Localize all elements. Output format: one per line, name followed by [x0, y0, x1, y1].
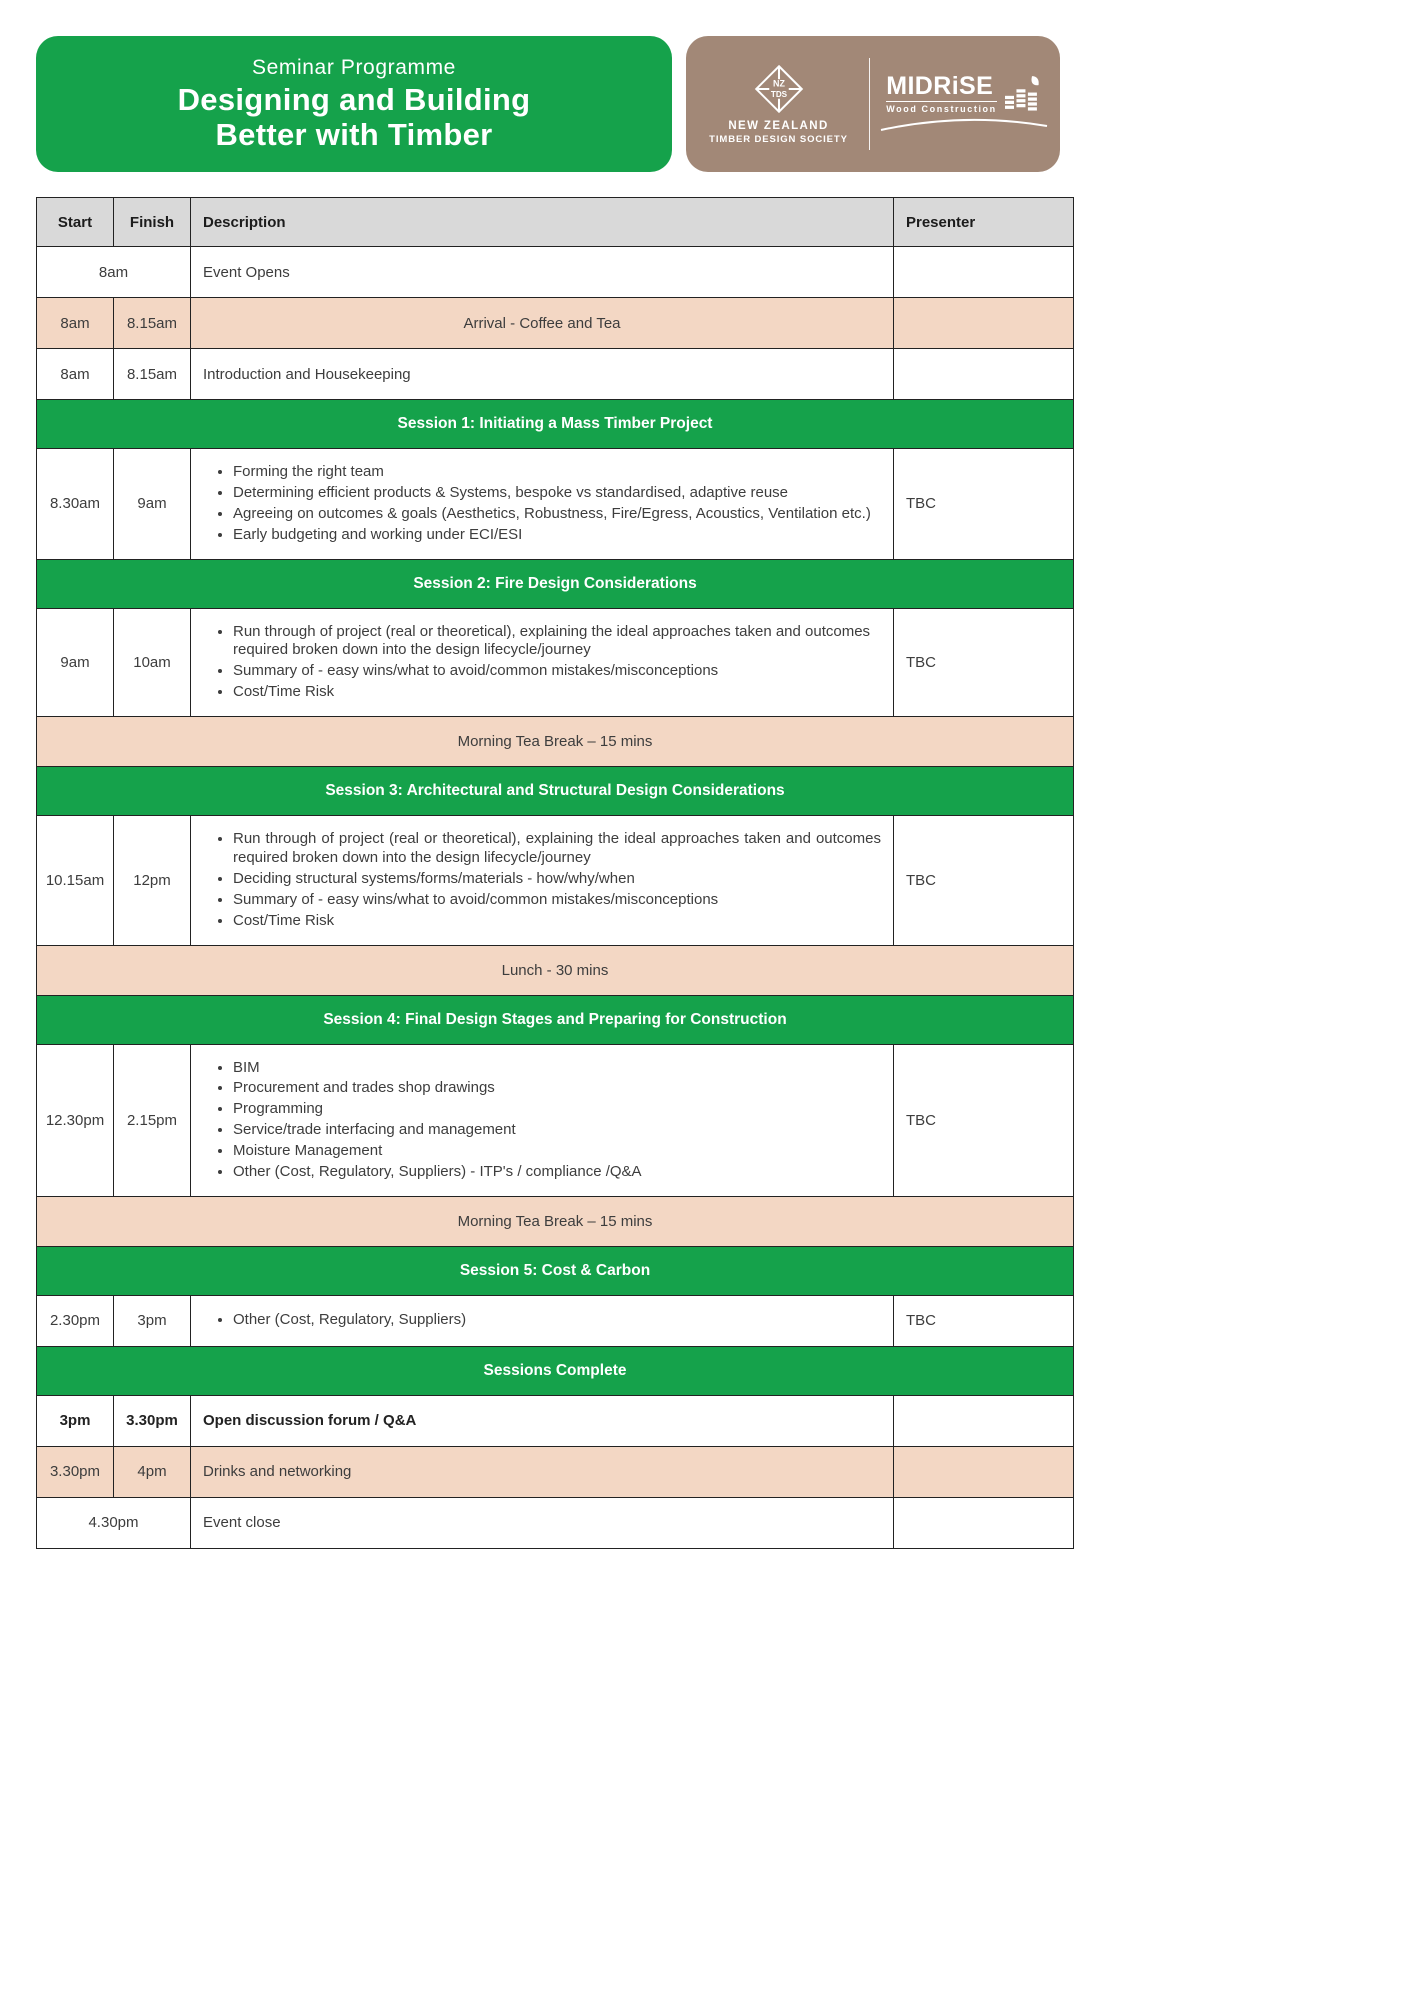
midrise-logo — [870, 74, 1058, 134]
title-card — [36, 36, 672, 172]
bullet-item: • Run through of project (real or theoretical), explaining the ideal approaches taken and outcomes required broken down into the design lifecycle/journey — [233, 829, 881, 869]
start-cell: 9am — [37, 608, 114, 717]
table-header-row — [37, 198, 1074, 247]
finish-cell: 4pm — [114, 1446, 191, 1497]
session-title: Sessions Complete — [37, 1346, 1074, 1395]
session-banner-row — [37, 995, 1074, 1044]
nztds-diamond-icon — [753, 63, 805, 115]
swoosh-line — [879, 118, 1049, 134]
bullet-item: • Summary of - easy wins/what to avoid/common mistakes/misconceptions — [233, 661, 881, 682]
nztds-monogram-top: NZ — [772, 78, 785, 89]
finish-cell: 10am — [114, 608, 191, 717]
building-icon — [1005, 74, 1041, 116]
bullet-list — [203, 622, 881, 704]
table-row — [37, 1497, 1074, 1548]
seminar-title-line2: Better with Timber — [215, 116, 493, 152]
bullet-item: • Cost/Time Risk — [233, 682, 881, 703]
bullet-item: • Run through of project (real or theoretical), explaining the ideal approaches taken and outcomes required broken down into the design lifecycle/journey — [233, 622, 881, 662]
session-title: Session 4: Final Design Stages and Preparing for Construction — [37, 995, 1074, 1044]
break-row — [37, 717, 1074, 767]
break-row — [37, 1196, 1074, 1246]
start-cell: 2.30pm — [37, 1295, 114, 1346]
header-area — [36, 36, 1378, 172]
col-header-presenter: Presenter — [894, 198, 1074, 247]
midrise-text — [886, 74, 997, 114]
table-row — [37, 1446, 1074, 1497]
session-title: Session 2: Fire Design Considerations — [37, 559, 1074, 608]
nztds-line1: NEW ZEALAND — [728, 120, 829, 132]
bullet-item: • Early budgeting and working under ECI/ESI — [233, 525, 881, 546]
session-banner-row — [37, 1346, 1074, 1395]
bullet-item: • Cost/Time Risk — [233, 911, 881, 932]
break-label: Lunch - 30 mins — [37, 945, 1074, 995]
table-row — [37, 247, 1074, 298]
description-cell: Open discussion forum / Q&A — [191, 1395, 894, 1446]
presenter-cell — [894, 1446, 1074, 1497]
start-cell: 8.30am — [37, 449, 114, 560]
session-banner-row — [37, 767, 1074, 816]
midrise-wordmark: MIDRiSE — [886, 72, 994, 100]
table-row — [37, 1044, 1074, 1196]
presenter-cell — [894, 247, 1074, 298]
midrise-tagline: Wood Construction — [886, 101, 997, 114]
nztds-monogram-bottom: TDS — [770, 90, 787, 100]
bullet-item: • Other (Cost, Regulatory, Suppliers) — [233, 1310, 881, 1331]
presenter-cell: TBC — [894, 608, 1074, 717]
midrise-row — [886, 74, 1041, 116]
presenter-cell — [894, 1497, 1074, 1548]
bullet-item: • Programming — [233, 1099, 881, 1120]
break-row — [37, 945, 1074, 995]
presenter-cell — [894, 349, 1074, 400]
description-cell: Event Opens — [191, 247, 894, 298]
description-cell: Introduction and Housekeeping — [191, 349, 894, 400]
description-cell — [191, 449, 894, 560]
description-cell: Event close — [191, 1497, 894, 1548]
start-cell: 8am — [37, 298, 114, 349]
time-cell: 8am — [37, 247, 191, 298]
bullet-list — [203, 1058, 881, 1183]
bullet-item: • Other (Cost, Regulatory, Suppliers) - ITP's / compliance /Q&A — [233, 1162, 881, 1183]
presenter-cell: TBC — [894, 816, 1074, 945]
table-row — [37, 349, 1074, 400]
description-cell: Drinks and networking — [191, 1446, 894, 1497]
bullet-item: • Determining efficient products & Systems, bespoke vs standardised, adaptive reuse — [233, 483, 881, 504]
start-cell: 3.30pm — [37, 1446, 114, 1497]
logo-card — [686, 36, 1060, 172]
bullet-list — [203, 462, 881, 546]
bullet-item: • Deciding structural systems/forms/materials - how/why/when — [233, 869, 881, 890]
bullet-item: • Agreeing on outcomes & goals (Aesthetics, Robustness, Fire/Egress, Acoustics, Ventilation etc.) — [233, 504, 881, 525]
time-cell: 4.30pm — [37, 1497, 191, 1548]
nztds-line2: TIMBER DESIGN SOCIETY — [709, 134, 848, 145]
finish-cell: 12pm — [114, 816, 191, 945]
session-title: Session 3: Architectural and Structural Design Considerations — [37, 767, 1074, 816]
table-row — [37, 1295, 1074, 1346]
presenter-cell — [894, 1395, 1074, 1446]
start-cell: 12.30pm — [37, 1044, 114, 1196]
finish-cell: 9am — [114, 449, 191, 560]
bullet-list — [203, 1310, 881, 1331]
nztds-logo — [689, 63, 869, 145]
seminar-title-line1: Designing and Building — [177, 81, 531, 117]
description-cell: Arrival - Coffee and Tea — [191, 298, 894, 349]
finish-cell: 2.15pm — [114, 1044, 191, 1196]
description-cell — [191, 1044, 894, 1196]
seminar-eyebrow: Seminar Programme — [252, 55, 456, 79]
bullet-item: • Procurement and trades shop drawings — [233, 1078, 881, 1099]
presenter-cell: TBC — [894, 449, 1074, 560]
table-row — [37, 449, 1074, 560]
table-row — [37, 816, 1074, 945]
bullet-item: • Moisture Management — [233, 1141, 881, 1162]
break-label: Morning Tea Break – 15 mins — [37, 1196, 1074, 1246]
presenter-cell — [894, 298, 1074, 349]
start-cell: 8am — [37, 349, 114, 400]
presenter-cell: TBC — [894, 1295, 1074, 1346]
leaf-icon — [1031, 76, 1038, 85]
session-title: Session 1: Initiating a Mass Timber Project — [37, 400, 1074, 449]
table-row — [37, 608, 1074, 717]
bullet-item: • Service/trade interfacing and management — [233, 1120, 881, 1141]
bullet-item: • Summary of - easy wins/what to avoid/common mistakes/misconceptions — [233, 890, 881, 911]
session-title: Session 5: Cost & Carbon — [37, 1246, 1074, 1295]
bullet-item: • BIM — [233, 1058, 881, 1079]
programme-table — [36, 197, 1074, 1549]
col-header-finish: Finish — [114, 198, 191, 247]
col-header-description: Description — [191, 198, 894, 247]
description-cell — [191, 608, 894, 717]
table-row — [37, 298, 1074, 349]
start-cell: 10.15am — [37, 816, 114, 945]
bullet-item: • Forming the right team — [233, 462, 881, 483]
bullet-list — [203, 829, 881, 931]
description-cell — [191, 1295, 894, 1346]
start-cell: 3pm — [37, 1395, 114, 1446]
finish-cell: 8.15am — [114, 349, 191, 400]
description-cell — [191, 816, 894, 945]
session-banner-row — [37, 1246, 1074, 1295]
finish-cell: 3.30pm — [114, 1395, 191, 1446]
session-banner-row — [37, 400, 1074, 449]
break-label: Morning Tea Break – 15 mins — [37, 717, 1074, 767]
table-row — [37, 1395, 1074, 1446]
finish-cell: 8.15am — [114, 298, 191, 349]
col-header-start: Start — [37, 198, 114, 247]
presenter-cell: TBC — [894, 1044, 1074, 1196]
finish-cell: 3pm — [114, 1295, 191, 1346]
session-banner-row — [37, 559, 1074, 608]
